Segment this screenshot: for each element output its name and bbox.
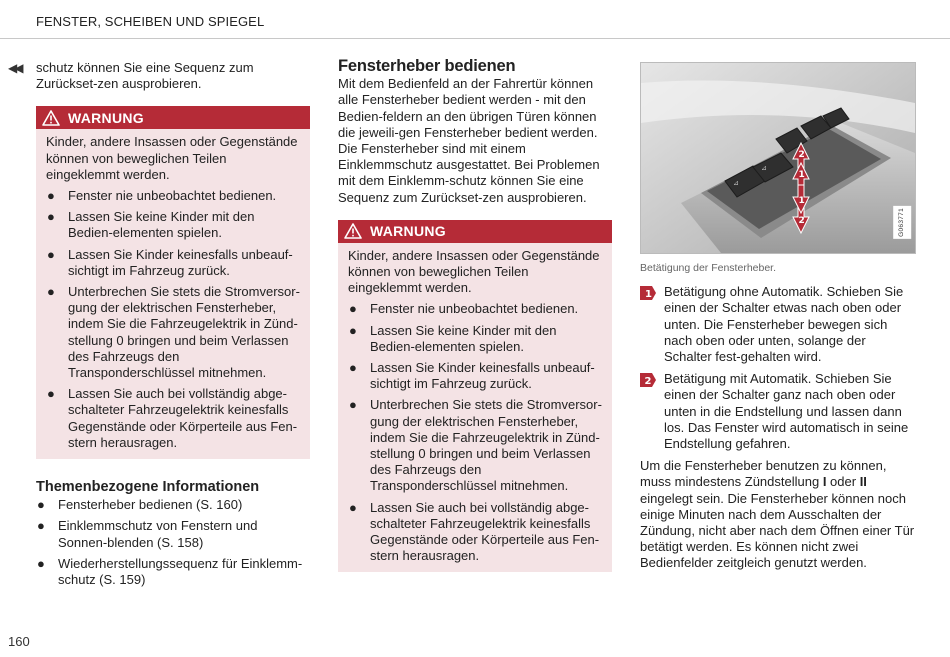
list-item: ● Lassen Sie Kinder keinesfalls unbeauf-sichtigt im Fahrzeug zurück. bbox=[349, 360, 595, 392]
image-caption: Betätigung der Fensterheber. bbox=[640, 262, 777, 274]
paragraph: Um die Fensterheber benutzen zu können, muss mindestens Zündstellung I oder II eingelegt sein. Die Fensterheber können noch einige Minuten nach dem Ausschalten der Zündung, nicht aber nach dem Öffnen einer Tür betätigt werden. Es können nicht zwei Bedienfelder zeitgleich genutzt werden. bbox=[640, 458, 915, 571]
warning-list bbox=[348, 301, 602, 564]
step-number-badge bbox=[640, 373, 656, 387]
step-item bbox=[640, 371, 916, 452]
continuation-text: schutz können Sie eine Sequenz zum Zurückset-zen ausprobieren. bbox=[36, 60, 254, 92]
page-number: 160 bbox=[8, 634, 30, 649]
step-number-badge bbox=[640, 286, 656, 300]
warning-title: WARNUNG bbox=[68, 109, 144, 126]
image-marker: 2 bbox=[798, 150, 805, 160]
list-item: ● Fenster nie unbeobachtet bedienen. bbox=[47, 188, 277, 204]
related-info-list bbox=[36, 497, 310, 588]
related-link[interactable]: ● Einklemmschutz von Fenstern und Sonnen-blenden (S. 158) bbox=[37, 518, 258, 550]
paragraph: Mit dem Bedienfeld an der Fahrertür können alle Fensterheber bedient werden - mit den Bedien-feldern an den übrigen Türen können die jeweili-gen Fensterheber bedient werden. bbox=[338, 76, 598, 140]
image-marker: 1 bbox=[798, 170, 805, 180]
page-header-title: FENSTER, SCHEIBEN UND SPIEGEL bbox=[36, 14, 265, 29]
warning-title: WARNUNG bbox=[370, 223, 446, 240]
warning-header bbox=[338, 220, 612, 243]
warning-box bbox=[36, 106, 310, 459]
list-item: ● Lassen Sie auch bei vollständig abge-schalteter Fahrzeugelektrik keinesfalls Gegenstände oder Körperteile aus Fen-stern herausragen. bbox=[349, 499, 600, 564]
warning-header bbox=[36, 106, 310, 129]
svg-text:2: 2 bbox=[644, 376, 652, 388]
warning-text: Kinder, andere Insassen oder Gegenstände können von beweglichen Teilen eingeklemmt werden. bbox=[46, 134, 298, 182]
list-item: ● Lassen Sie keine Kinder mit den Bedien-elementen spielen. bbox=[47, 209, 255, 241]
related-link[interactable]: ● Fensterheber bedienen (S. 160) bbox=[37, 497, 243, 513]
related-link[interactable]: ● Wiederherstellungssequenz für Einklemm-schutz (S. 159) bbox=[37, 555, 303, 588]
step-text: Betätigung mit Automatik. Schieben Sie einen der Schalter ganz nach oben oder unten in die Endstellung und lassen dann los. Das Fenster wird automatisch in seine Endstellung gefahren. bbox=[664, 371, 909, 452]
section-title: Fensterheber bedienen bbox=[338, 57, 516, 75]
image-marker: 2 bbox=[798, 216, 805, 226]
column-left bbox=[36, 60, 310, 588]
list-item: ● Lassen Sie Kinder keinesfalls unbeauf-sichtigt im Fahrzeug zurück. bbox=[47, 246, 293, 278]
svg-text:1: 1 bbox=[645, 289, 652, 301]
warning-triangle-icon bbox=[42, 110, 60, 126]
double-chevron-left-icon: ◀◀ bbox=[8, 61, 21, 75]
column-middle bbox=[338, 58, 612, 572]
related-info-heading: Themenbezogene Informationen bbox=[36, 479, 260, 496]
step-text: Betätigung ohne Automatik. Schieben Sie einen der Schalter etwas nach oben oder unten. Die Fensterheber bewegen sich nach oben oder unten, solange der Schalter fest-gehalten wird. bbox=[664, 284, 904, 365]
door-panel-illustration bbox=[641, 63, 915, 253]
list-item: ● Fenster nie unbeobachtet bedienen. bbox=[349, 301, 579, 317]
list-item: ● Lassen Sie auch bei vollständig abge-schalteter Fahrzeugelektrik keinesfalls Gegenstände oder Körperteile aus Fen-stern herausragen. bbox=[47, 386, 298, 450]
image-code: G063771 bbox=[893, 206, 911, 239]
warning-box bbox=[338, 220, 612, 573]
list-item: ● Lassen Sie keine Kinder mit den Bedien-elementen spielen. bbox=[349, 322, 557, 354]
svg-text:⊿: ⊿ bbox=[733, 179, 739, 187]
warning-text: Kinder, andere Insassen oder Gegenstände können von beweglichen Teilen eingeklemmt werden. bbox=[348, 247, 600, 296]
paragraph: Die Fensterheber sind mit einem Einklemmschutz ausgestattet. Bei Problemen mit dem Einklemm-schutz können Sie eine Sequenz zum Zurückset-zen ausprobieren. bbox=[338, 141, 600, 205]
column-right bbox=[640, 62, 916, 572]
header-divider bbox=[0, 38, 950, 39]
window-switch-photo bbox=[640, 62, 916, 254]
step-item bbox=[640, 284, 916, 365]
image-marker: 1 bbox=[798, 196, 805, 206]
warning-triangle-icon bbox=[344, 223, 362, 239]
warning-list bbox=[46, 188, 300, 451]
svg-text:⊿: ⊿ bbox=[761, 164, 767, 172]
list-item: ● Unterbrechen Sie stets die Stromversor-gung der elektrischen Fensterheber, indem Sie die Fahrzeugelektrik in Zünd-stellung 0 bringen und beim Verlassen des Fahrzeugs den Transponderschlüssel mitnehmen. bbox=[47, 284, 300, 381]
list-item: ● Unterbrechen Sie stets die Stromversor-gung der elektrischen Fensterheber, indem Sie die Fahrzeugelektrik in Zünd-stellung 0 bringen und beim Verlassen des Fahrzeugs den Transponderschlüssel mitnehmen. bbox=[349, 397, 602, 494]
